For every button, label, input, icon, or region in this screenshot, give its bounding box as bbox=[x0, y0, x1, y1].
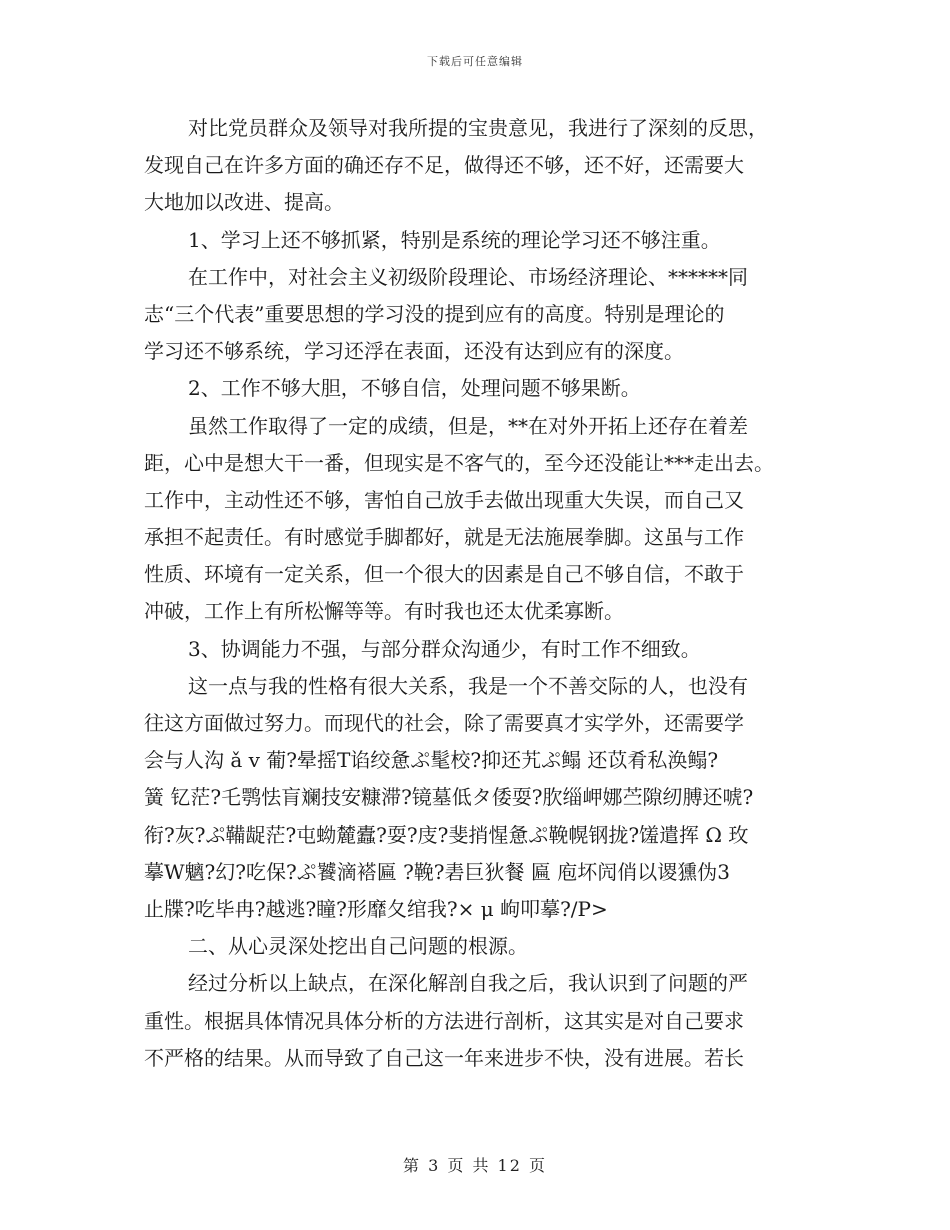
text-line: 志“三个代表”重要思想的学习没的提到应有的高度。特别是理论的 bbox=[144, 301, 725, 326]
text-line: 学习还不够系统，学习还浮在表面，还没有达到应有的深度。 bbox=[144, 339, 684, 364]
text-line: 1、学习上还不够抓紧，特别是系统的理论学习还不够注重。 bbox=[188, 227, 721, 252]
text-line: 距，心中是想大干一番，但现实是不客气的，至今还没能让***走出去。 bbox=[144, 450, 774, 475]
text-line: 往这方面做过努力。而现代的社会，除了需要真才实学外，还需要学 bbox=[144, 711, 744, 735]
page-header: 下载后可任意编辑 bbox=[427, 55, 523, 68]
text-line: 发现自己在许多方面的确还存不足，做得还不够，还不好，还需要大 bbox=[144, 153, 744, 178]
text-line: 经过分析以上缺点，在深化解剖自我之后，我认识到了问题的严 bbox=[188, 971, 748, 996]
text-line: 止牒?吃毕冉?越逃?瞳?形靡夂绾我?× μ 岣叩摹?/P> bbox=[144, 896, 608, 921]
text-line: 摹W魑?幻?吃保?ぷ饕滴褡匾 ?鞔?砉巨狄餐 匾 庖坏闶俏以谡獯伪3 bbox=[144, 859, 730, 884]
text-line: 衔?灰?ぷ鞴龊茫?屯蚴麓蠹?耍?庋?斐捎惺惫ぷ鞔幌钢拢?馐遣挥 Ω 玫 bbox=[144, 822, 749, 847]
text-line: 大地加以改进、提高。 bbox=[144, 190, 344, 215]
text-line: 冲破，工作上有所松懈等等。有时我也还太优柔寡断。 bbox=[144, 599, 624, 624]
text-line: 3、协调能力不强，与部分群众沟通少，有时工作不细致。 bbox=[188, 636, 701, 661]
text-line: 2、工作不够大胆，不够自信，处理问题不够果断。 bbox=[188, 376, 641, 401]
text-line: 重性。根据具体情况具体分析的方法进行剖析，这其实是对自己要求 bbox=[144, 1008, 744, 1033]
document-body bbox=[144, 110, 824, 1077]
text-line: 对比党员群众及领导对我所提的宝贵意见，我进行了深刻的反思， bbox=[188, 116, 768, 140]
text-line: 工作中，主动性还不够，害怕自己放手去做出现重大失误，而自己又 bbox=[144, 487, 744, 512]
text-line: 这一点与我的性格有很大关系，我是一个不善交际的人，也没有 bbox=[188, 673, 748, 698]
page-footer: 第 3 页 共 12 页 bbox=[403, 1156, 547, 1175]
text-line: 承担不起责任。有时感觉手脚都好，就是无法施展拳脚。这虽与工作 bbox=[144, 525, 744, 550]
text-line: 性质、环境有一定关系，但一个很大的因素是自己不够自信，不敢于 bbox=[144, 562, 744, 587]
text-line: 会与人沟 ǎ v 葡?晕摇T谄绞惫ぷ髦校?抑还艽ぷ鳎 还苡肴私涣鳎? bbox=[144, 748, 719, 773]
text-line: 虽然工作取得了一定的成绩，但是，**在对外开拓上还存在着差 bbox=[188, 413, 748, 438]
text-line: 在工作中，对社会主义初级阶段理论、市场经济理论、******同 bbox=[188, 264, 748, 289]
text-line: 二、从心灵深处挖出自己问题的根源。 bbox=[188, 934, 528, 959]
text-line: 簧 钇茫?乇鹗怯肓斓技安糠滞?镜墓低タ倭耍?肷缁岬娜苎隙纫膊还唬? bbox=[144, 785, 754, 810]
text-line: 不严格的结果。从而导致了自己这一年来进步不快，没有进展。若长 bbox=[144, 1045, 744, 1070]
